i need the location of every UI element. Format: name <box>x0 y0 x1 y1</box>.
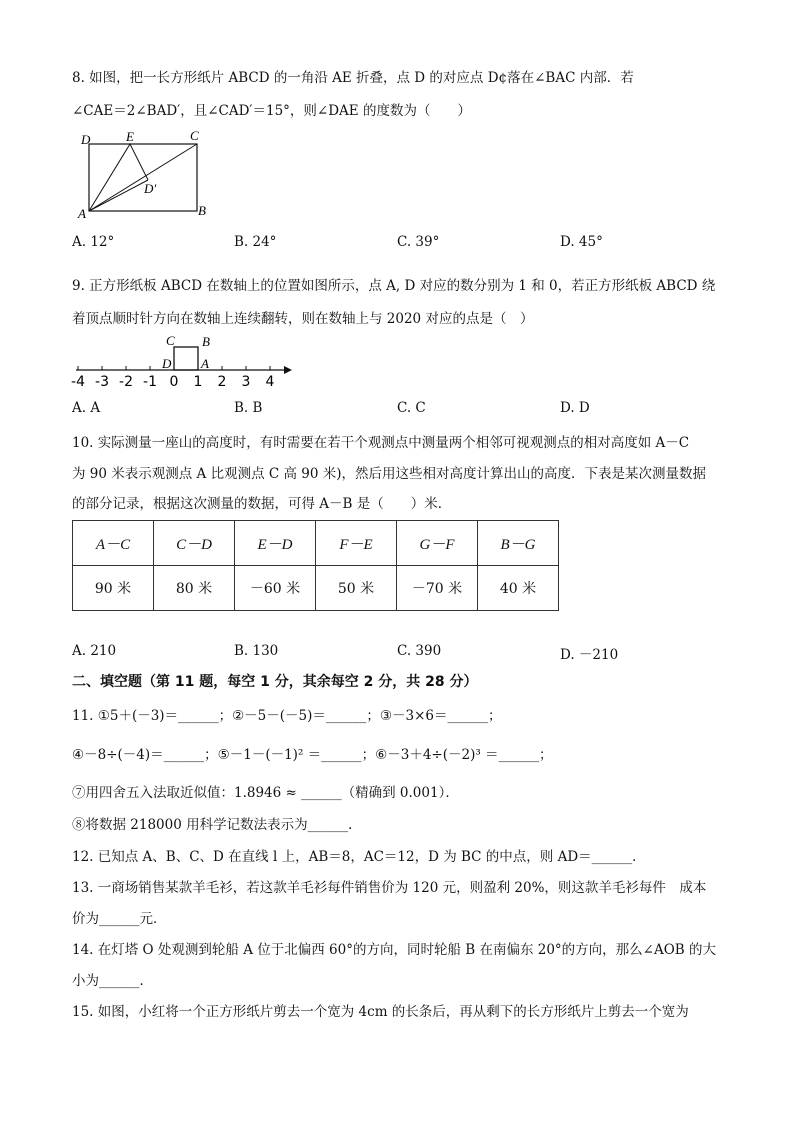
tick-label: 1 <box>193 374 203 390</box>
q9-number-line-figure <box>70 330 300 392</box>
section-heading-fill-in: 二、填空题（第 11 题，每空 1 分，其余每空 2 分，共 28 分） <box>72 674 478 690</box>
table-header: C－D <box>154 521 235 566</box>
q9-option-a: A. A <box>72 400 101 416</box>
q11-line3: ⑦用四舍五入法取近似值：1.8946 ≈ ______（精确到 0.001）． <box>72 785 459 801</box>
square-abcd <box>174 347 198 370</box>
q14-line2: 小为______． <box>72 973 153 989</box>
q10-measurement-table <box>72 520 559 611</box>
q9-line2: 着顶点顺时针方向在数轴上连续翻转，则在数轴上与 2020 对应的点是（ ） <box>72 311 534 327</box>
q12-text: 12. 已知点 A、B、C、D 在直线 l 上，AB＝8，AC＝12，D 为 BC 的中点，则 AD＝______． <box>72 849 646 865</box>
q8-option-c: C. 39° <box>397 234 440 250</box>
table-cell: 50 米 <box>316 566 397 611</box>
q11-line1: 11. ①5＋(－3)＝______；②－5－(－5)＝______；③－3×6＝______； <box>72 708 502 724</box>
tick-label: 2 <box>217 374 227 390</box>
segment-ed-prime <box>130 144 148 180</box>
q10-line2: 为 90 米表示观测点 A 比观测点 C 高 90 米)，然后用这些相对高度计算出山的高度．下表是某次测量数据 <box>72 466 707 482</box>
label-d: D <box>162 356 172 371</box>
q9-line1: 9. 正方形纸板 ABCD 在数轴上的位置如图所示，点 A, D 对应的数分别为 1 和 0，若正方形纸板 ABCD 绕 <box>72 278 716 294</box>
q8-line1: 8. 如图，把一长方形纸片 ABCD 的一角沿 AE 折叠，点 D 的对应点 D¢落在∠BAC 内部．若 <box>72 70 634 86</box>
q11-line4: ⑧将数据 218000 用科学记数法表示为______． <box>72 817 362 833</box>
q9-option-b: B. B <box>234 400 263 416</box>
q10-line1: 10. 实际测量一座山的高度时，有时需要在若干个观测点中测量两个相邻可视观测点的相对高度如 A－C <box>72 435 690 451</box>
q10-option-c: C. 390 <box>397 643 442 659</box>
tick-label: 0 <box>169 374 179 390</box>
table-header: B－G <box>478 521 559 566</box>
q8-option-b: B. 24° <box>234 234 277 250</box>
q11-line2: ④－8÷(－4)＝______；⑤－1－(－1)² ＝______；⑥－3＋4÷(－2)³ ＝______； <box>72 747 553 763</box>
q10-option-b: B. 130 <box>234 643 279 659</box>
q13-line1: 13. 一商场销售某款羊毛衫，若这款羊毛衫每件销售价为 120 元，则盈利 20%，则这款羊毛衫每件 成本 <box>72 880 707 896</box>
segment-ad-prime <box>89 180 148 211</box>
label-a: A <box>78 206 86 220</box>
label-c: C <box>190 128 199 143</box>
tick-label: 4 <box>265 374 275 390</box>
q9-option-d: D. D <box>560 400 590 416</box>
tick-label: -3 <box>95 374 109 390</box>
fold-line-ae <box>89 144 130 211</box>
table-header: G－F <box>397 521 478 566</box>
tick-label: -2 <box>119 374 133 390</box>
label-b: B <box>202 334 210 349</box>
table-cell: －60 米 <box>235 566 316 611</box>
diagonal-ac <box>89 144 197 211</box>
q8-figure <box>72 128 222 220</box>
table-cell: －70 米 <box>397 566 478 611</box>
q10-option-d: D. －210 <box>560 647 619 663</box>
table-header: A－C <box>73 521 154 566</box>
table-cell: 80 米 <box>154 566 235 611</box>
table-header: E－D <box>235 521 316 566</box>
table-header: F－E <box>316 521 397 566</box>
label-d: D <box>81 132 91 147</box>
label-d-prime: D′ <box>144 181 157 196</box>
q8-line2: ∠CAE＝2∠BAD′，且∠CAD′＝15°，则∠DAE 的度数为（ ） <box>72 103 471 119</box>
tick-label: -4 <box>71 374 85 390</box>
label-a: A <box>201 356 209 371</box>
tick-label: -1 <box>143 374 157 390</box>
label-b: B <box>198 203 206 218</box>
label-e: E <box>126 129 134 144</box>
q8-option-d: D. 45° <box>560 234 603 250</box>
table-cell: 40 米 <box>478 566 559 611</box>
q10-line3: 的部分记录，根据这次测量的数据，可得 A－B 是（ ）米． <box>72 496 452 512</box>
q10-option-a: A. 210 <box>72 643 117 659</box>
q15-line1: 15. 如图，小红将一个正方形纸片剪去一个宽为 4cm 的长条后，再从剩下的长方形纸片上剪去一个宽为 <box>72 1004 689 1020</box>
label-c: C <box>166 333 175 348</box>
axis-arrow-icon <box>284 366 292 374</box>
q9-option-c: C. C <box>397 400 426 416</box>
table-cell: 90 米 <box>73 566 154 611</box>
q14-line1: 14. 在灯塔 O 处观测到轮船 A 位于北偏西 60°的方向，同时轮船 B 在南偏东 20°的方向，那么∠AOB 的大 <box>72 942 717 958</box>
tick-label: 3 <box>241 374 251 390</box>
q8-option-a: A. 12° <box>72 234 115 250</box>
q13-line2: 价为______元． <box>72 911 167 927</box>
